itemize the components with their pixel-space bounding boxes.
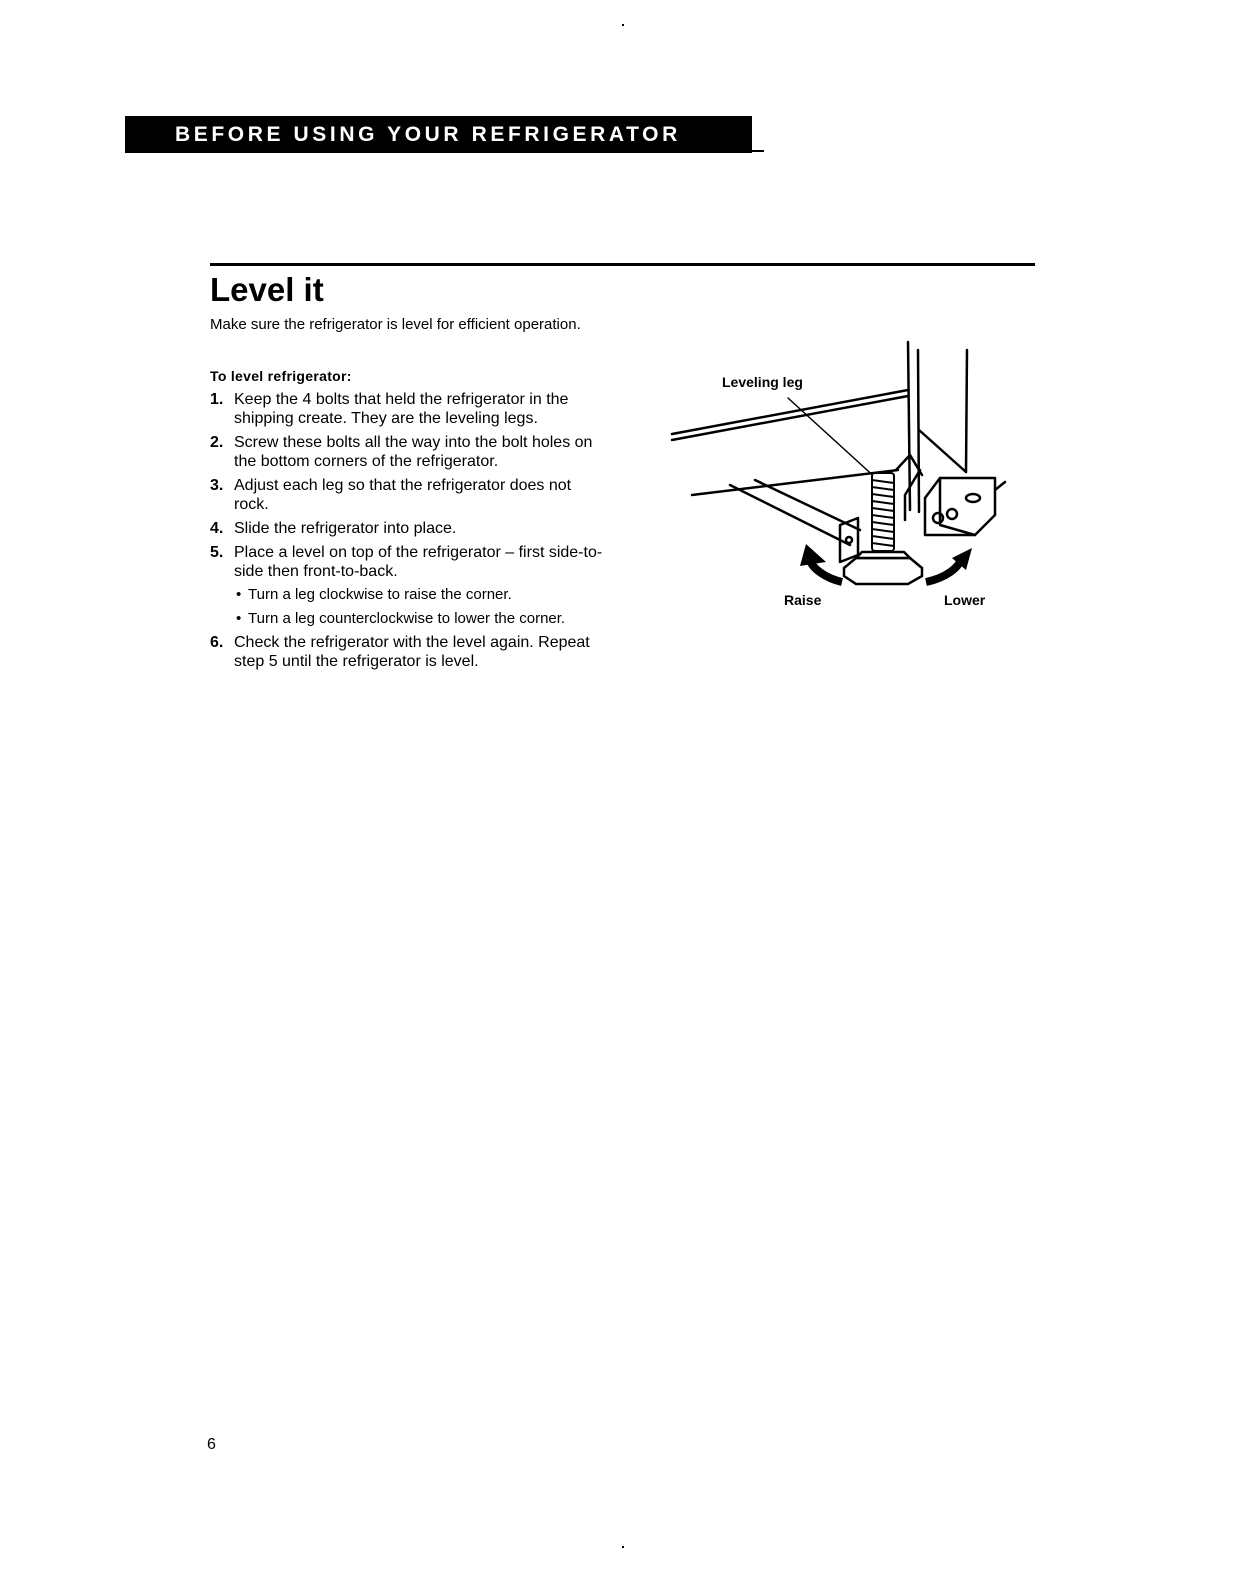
step-number: 1. xyxy=(210,391,224,408)
scan-speck xyxy=(622,1546,624,1548)
step-item xyxy=(210,543,610,628)
leveling-leg-callout: Leveling leg xyxy=(722,374,803,390)
banner-underline-mark xyxy=(752,150,764,152)
step-text: Slide the refrigerator into place. xyxy=(234,520,457,537)
step-text: Keep the 4 bolts that held the refrigerator in the shipping create. They are the leveling legs. xyxy=(234,391,569,427)
step-number: 6. xyxy=(210,634,224,651)
subitem-raise: • Turn a leg clockwise to raise the corner. xyxy=(234,585,610,604)
step-item xyxy=(210,633,610,671)
leveling-leg-illustration xyxy=(660,330,1020,620)
step-item xyxy=(210,476,610,514)
step-number: 5. xyxy=(210,544,224,561)
subitem-lower: • Turn a leg counterclockwise to lower the corner. xyxy=(234,609,610,628)
scan-speck xyxy=(622,24,624,26)
step-text: Adjust each leg so that the refrigerator does not rock. xyxy=(234,477,572,513)
step-item xyxy=(210,390,610,428)
procedure-subheading: To level refrigerator: xyxy=(210,368,352,384)
step-number: 4. xyxy=(210,520,224,537)
step-text: Screw these bolts all the way into the bolt holes on the bottom corners of the refrigerator. xyxy=(234,434,593,470)
leveling-steps xyxy=(210,390,610,676)
lower-label: Lower xyxy=(944,592,986,608)
step-subitems xyxy=(234,585,610,628)
section-banner: BEFORE USING YOUR REFRIGERATOR xyxy=(125,116,752,153)
page-number: 6 xyxy=(207,1436,216,1453)
leveling-leg-drawing xyxy=(660,330,1020,620)
step-number: 2. xyxy=(210,434,224,451)
step-text: Check the refrigerator with the level again. Repeat step 5 until the refrigerator is level. xyxy=(234,634,590,670)
section-title: Level it xyxy=(210,271,324,308)
step-item xyxy=(210,519,610,538)
step-item xyxy=(210,433,610,471)
step-text: Place a level on top of the refrigerator – first side-to-side then front-to-back. xyxy=(234,544,603,580)
step-number: 3. xyxy=(210,477,224,494)
section-rule xyxy=(210,263,1035,266)
raise-label: Raise xyxy=(784,592,822,608)
intro-paragraph: Make sure the refrigerator is level for efficient operation. xyxy=(210,316,581,333)
